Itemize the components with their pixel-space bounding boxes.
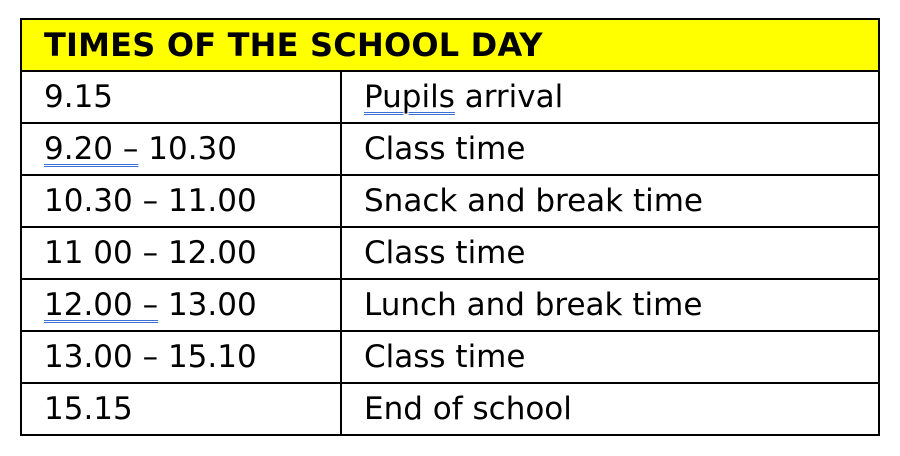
cell-text: Lunch and break time	[364, 287, 703, 323]
spellcheck-flagged-text: Pupils	[364, 79, 455, 115]
timetable-body	[21, 71, 879, 435]
table-row	[21, 123, 879, 175]
table-row	[21, 227, 879, 279]
table-row	[21, 71, 879, 123]
cell-text: 11 00 – 12.00	[44, 235, 257, 271]
cell-text: 13.00	[158, 287, 257, 323]
cell-text: 9.15	[44, 79, 114, 115]
cell-text: arrival	[454, 79, 564, 115]
time-cell	[21, 123, 341, 175]
activity-cell	[341, 71, 879, 123]
activity-cell	[341, 123, 879, 175]
cell-text: 10.30 – 11.00	[44, 183, 257, 219]
cell-text: Class time	[364, 339, 526, 375]
table-row	[21, 279, 879, 331]
cell-text: Snack and break time	[364, 183, 704, 219]
time-cell	[21, 383, 341, 435]
header-row	[21, 19, 879, 71]
time-cell	[21, 175, 341, 227]
cell-text: Class time	[364, 235, 526, 271]
time-cell	[21, 331, 341, 383]
spellcheck-flagged-text: 9.20 –	[44, 131, 139, 167]
activity-cell	[341, 227, 879, 279]
table-row	[21, 383, 879, 435]
table-row	[21, 331, 879, 383]
spellcheck-flagged-text: 12.00 –	[44, 287, 159, 323]
cell-text: End of school	[364, 391, 572, 427]
time-cell	[21, 227, 341, 279]
table-title: TIMES OF THE SCHOOL DAY	[21, 19, 879, 71]
table-row	[21, 175, 879, 227]
time-cell	[21, 279, 341, 331]
cell-text: 10.30	[138, 131, 237, 167]
cell-text: Class time	[364, 131, 526, 167]
activity-cell	[341, 175, 879, 227]
activity-cell	[341, 279, 879, 331]
cell-text: 15.15	[44, 391, 133, 427]
cell-text: 13.00 – 15.10	[44, 339, 257, 375]
activity-cell	[341, 331, 879, 383]
school-day-timetable	[20, 18, 880, 436]
time-cell	[21, 71, 341, 123]
activity-cell	[341, 383, 879, 435]
